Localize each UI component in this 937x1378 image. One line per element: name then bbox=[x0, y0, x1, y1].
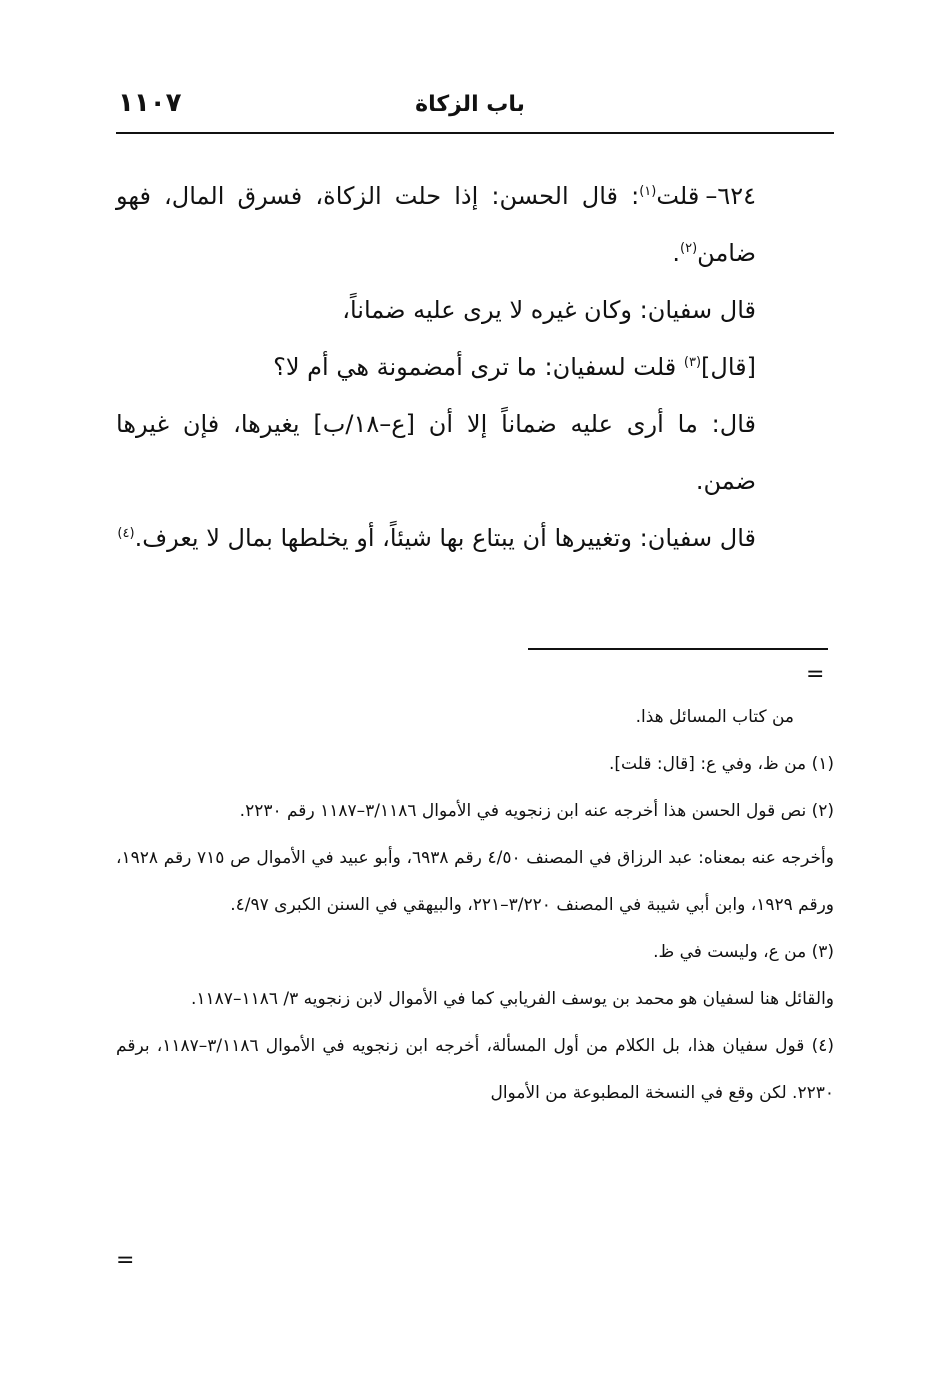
footnote-ref: (١) bbox=[639, 184, 657, 199]
chapter-title: باب الزكاة bbox=[415, 92, 525, 117]
page-number: ١١٠٧ bbox=[118, 88, 182, 118]
paragraph: قال سفيان: وكان غيره لا يرى عليه ضماناً، bbox=[342, 296, 756, 324]
paragraph: قال: ما أرى عليه ضماناً إلا أن [ع–١٨/ب] يغيرها، فإن غيرها ضمن. bbox=[116, 410, 756, 495]
footnote-3-detail: والقائل هنا لسفيان هو محمد بن يوسف الفريابي كما في الأموال لابن زنجويه ٣/ ١١٨٦–١١٨٧. bbox=[191, 989, 834, 1009]
footnote-carry-over: من كتاب المسائل هذا. bbox=[635, 707, 794, 727]
paragraph-text: : قال الحسن: إذا حلت الزكاة، فسرق المال، فهو ضامن bbox=[116, 182, 756, 267]
footnote-ref: (٢) bbox=[680, 241, 698, 256]
footnote-ref: (٤) bbox=[117, 526, 135, 541]
footnote-2-detail: وأخرجه عنه بمعناه: عبد الرزاق في المصنف ٤/٥٠ رقم ٦٩٣٨، وأبو عبيد في الأموال ص ٧١٥ رقم ١٩٢٨، ورقم ١٩٢٩، وابن أبي شيبة في المصنف ٣/٢٢٠–٢٢١، والبيهقي في السنن الكبرى ٤/٩٧. bbox=[116, 848, 834, 915]
footnote-2: (٢) نص قول الحسن هذا أخرجه عنه ابن زنجويه في الأموال ٣/١١٨٦–١١٨٧ رقم ٢٢٣٠. bbox=[239, 801, 834, 821]
main-text bbox=[116, 168, 756, 567]
paragraph-624 bbox=[116, 168, 756, 282]
paragraph bbox=[116, 339, 756, 396]
footnote-3: (٣) من ع، وليست في ظ. bbox=[653, 942, 834, 962]
continuation-mark: = bbox=[806, 662, 825, 687]
paragraph-text: [قال] bbox=[701, 353, 756, 381]
continued-mark: = bbox=[116, 1248, 135, 1273]
footnote-ref: (٣) bbox=[683, 355, 702, 370]
paragraph-text: قلت لسفيان: ما ترى أمضمونة هي أم لا؟ bbox=[273, 353, 684, 381]
paragraph-text: قال سفيان: وتغييرها أن يبتاع بها شيئاً، أو يخلطها بمال لا يعرف. bbox=[134, 524, 756, 552]
header-rule bbox=[116, 132, 834, 134]
footnotes bbox=[116, 694, 834, 1117]
paragraph bbox=[116, 510, 756, 567]
footnote-4: (٤) قول سفيان هذا، بل الكلام من أول المسألة، أخرجه ابن زنجويه في الأموال ٣/١١٨٦–١١٨٧، برقم ٢٢٣٠. لكن وقع في النسخة المطبوعة من الأموال bbox=[116, 1036, 834, 1103]
paragraph-text: قلت bbox=[656, 182, 700, 210]
footnote-1: (١) من ظ، وفي ع: [قال: قلت]. bbox=[609, 754, 834, 774]
footnote-separator bbox=[528, 648, 828, 650]
issue-number: ٦٢٤– bbox=[705, 182, 756, 210]
paragraph-text: . bbox=[672, 239, 681, 267]
